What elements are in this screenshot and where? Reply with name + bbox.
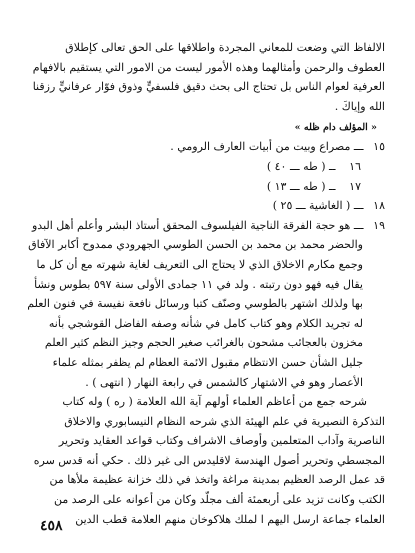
footnote-text: ـــ هو حجة الفرقة الناجية الفيلسوف المحقق أستاذ البشر وأعلم أهل البدو <box>32 218 364 232</box>
text-line: العرفية لعوام الناس بل تحتاج الى بحث دقيق فلسفيٍّ وذوق فوّار عرفانيٍّ رزقنا <box>32 80 385 94</box>
text-line: الله وإياكَ . <box>334 99 385 113</box>
text-line: التذكرة النصيرية في علم الهيئة الذي شرحه النظام النيسابوري والاخلاق <box>64 414 385 428</box>
footnote-19-first-line <box>22 216 385 236</box>
footnote-17 <box>22 177 385 197</box>
intro-paragraph <box>22 38 385 116</box>
text-line: العطوف والرحمن وأمثالهما وهذه الأمور ليست من الامور التي يستقيم بالافهام <box>32 60 385 74</box>
text-line: شرحه جمع من أعاظم العلماء أولهم آية الله العلامة ( ره ) وله كتاب <box>62 395 367 409</box>
text-line: الكتب وكانت تزيد على أربعمئة ألف مجلّد وكان من أعوانه على الرصد من <box>54 493 385 507</box>
footnote-15 <box>22 137 385 157</box>
footnote-text: ــ ( طه ـــ ١٣ ) <box>266 179 336 193</box>
text-line: يقال فيه فهو دون رتبته . ولد في ١١ جمادى الأولى سنة ٥٩٧ بطوس ونشأ <box>34 277 363 291</box>
text-line: جليل الشأن حسن الانتظام مقبول الائمة العظام لم يظفر بمثله علماء <box>52 355 363 369</box>
text-line: قد عمل الرصد العظيم بمدينة مراغة واتخذ في ذلك خزانة عظيمة ملأها من <box>49 473 385 487</box>
footnote-number: ١٧ <box>349 179 361 193</box>
footnote-text: ـــ مصراع وبيت من أبيات العارف الرومي . <box>170 140 364 154</box>
text-line: الناصرية وآداب المتعلمين وأوصاف الاشراف وكتاب قواعد العقايد وتحرير <box>58 434 385 448</box>
text-line: المجسطي وتحرير أصول الهندسة لاقليدس الى غير ذلك . حكي أنه قدس سره <box>33 453 385 467</box>
text-line: بها ولذلك اشتهر بالطوسي وصنّف كتبا ورسائل نافعة نفيسة في فنون العلم <box>27 297 363 311</box>
author-note: « المؤلف دام ظله » <box>294 122 377 134</box>
text-line: العلماء جماعة ارسل اليهم ا لملك هلاكوخان منهم العلامة قطب الدين <box>75 512 385 526</box>
footnote-text: ـــ ( الغاشية ـــ ٢٥ ) <box>272 199 364 213</box>
text-line: والحضر محمد بن محمد بن الحسن الطوسي الجهرودي ممدوح أكابر الآفاق <box>28 238 363 252</box>
text-line: الأعصار وهو في الاشتهار كالشمس في رابعة النهار ( انتهى ) . <box>85 375 363 389</box>
text-line: الالفاظ التي وضعت للمعاني المجردة واطلاقها على الحق تعالى كإطلاق <box>65 41 385 54</box>
footnote-16 <box>22 157 385 177</box>
footnote-19-continuation <box>22 392 385 529</box>
footnote-text: ــ ( طه ـــ ٤٠ ) <box>266 159 336 173</box>
footnote-number: ١٦ <box>349 159 361 173</box>
footnote-number: ١٥ <box>373 140 385 154</box>
footnote-number: ١٩ <box>373 218 385 232</box>
text-line: وجمع مكارم الاخلاق الذي لا يحتاج الى التعريف لغاية شهرته مع أن كل ما <box>36 257 363 271</box>
text-line: مخزون بالعجائب مشحون بالغرائب صغير الحجم وجيز النظم كثير العلم <box>44 336 363 350</box>
footnote-18 <box>22 196 385 216</box>
text-line: له تجريد الكلام وهو كتاب كامل في شأنه وصفه الفاضل القوشجي بأنه <box>48 316 363 330</box>
footnote-19-body <box>22 235 385 392</box>
footnote-number: ١٨ <box>373 199 385 213</box>
page-number: ٤٥٨ <box>40 518 63 534</box>
